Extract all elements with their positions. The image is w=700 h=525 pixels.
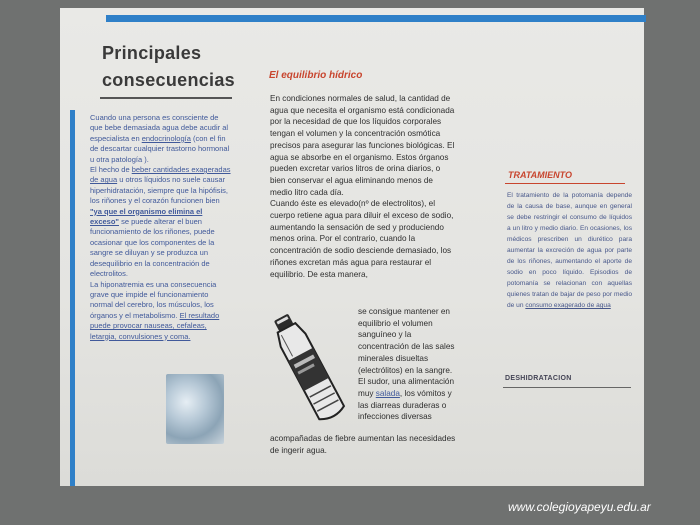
deshidratacion-underline	[503, 387, 631, 388]
middle-paragraph-1: En condiciones normales de salud, la cantidad de agua que necesita el organismo está condicionada por la necesidad de que los líquidos corporales tengan el volumen y la concentración osmótica precisos para asegurar las funciones biológicas. El agua se absorbe en el organismo. Estos órganos pueden excretar varios litros de orina diarios, o bien conservar el agua eliminando menos de medio litro cada día.	[270, 94, 455, 197]
page-title	[102, 40, 262, 94]
tratamiento-heading: TRATAMIENTO	[508, 170, 572, 180]
endocrinologia-link[interactable]: endocrinología	[141, 133, 191, 143]
deshidratacion-heading: DESHIDRATACION	[505, 375, 572, 382]
top-blue-bar	[106, 15, 646, 22]
resultado-link[interactable]: El resultado puede provocar nauseas, cefaleas, letargia, convulsiones y coma.	[90, 310, 220, 341]
tratamiento-underline	[505, 183, 625, 184]
left-p2-text-end: se puede alterar el buen funcionamiento de los riñones, puede ocasionar que los componentes de la sangre se diluyan y se produzca un desequilibrio en la concentración de electrolitos.	[90, 217, 215, 279]
salada-link[interactable]: salada	[375, 388, 400, 398]
left-p1-text: Cuando una persona es consciente de que bebe demasiada agua debe acudir al especialista en	[90, 113, 229, 143]
middle-p3-text: se consigue mantener en equilibrio el volumen sanguíneo y la concentración de las sales minerales disueltas (electrólitos) en la sangre. El sudor, una alimentación muy	[358, 307, 455, 398]
title-line-1: Principales	[102, 43, 202, 63]
middle-column-wrap-text	[358, 306, 458, 423]
cantidades-link[interactable]: beber cantidades exageradas de agua	[90, 165, 231, 185]
middle-column-final-text: acompañadas de fiebre aumentan las necesidades de ingerir agua.	[270, 434, 456, 455]
tratamiento-text: El tratamiento de la potomanía depende de la causa de base, aunque en general se debe restringir el consumo de líquidos a un litro y medio diario. En ocasiones, los médicos prescriben un diurético para aumentar la excreción de agua por parte de los riñones, aumentando el aporte de sodio en poco líquido. Episodios de potomanía se relacionan con aquellas quienes tratan de bajar de peso por medio de un	[507, 192, 632, 309]
middle-p3-text-end: , los vómitos y las diarreas duraderas o infecciones diversas	[358, 388, 452, 422]
left-paragraph-1	[90, 113, 232, 165]
title-line-2: consecuencias	[102, 70, 235, 90]
right-column-text	[507, 190, 632, 311]
equilibrio-heading: El equilibrio hídrico	[269, 70, 363, 81]
left-p2-text: El hecho de	[90, 165, 132, 175]
left-column-text	[90, 113, 232, 342]
bottle-illustration	[264, 306, 354, 430]
left-p3-text: La hiponatremia es una consecuencia grave que impide el funcionamiento normal del cerebro, los músculos, los órganos y el metabolismo.	[90, 279, 217, 320]
middle-column-text	[270, 93, 456, 280]
left-paragraph-3	[90, 280, 219, 341]
faded-illegible-block	[505, 428, 585, 460]
middle-paragraph-2: Cuando éste es elevado(nº de electrolitos), el cuerpo retiene agua para diluir el exceso de sodio, aumentando la sensación de sed y produciendo menos orina. Por el contrario, cuando la concentración de sodio desciende demasiado, los riñones excretan más agua para restaurar el equilibrio. De esta manera,	[270, 199, 454, 279]
consumo-link[interactable]: consumo exagerado de agua	[525, 302, 611, 309]
left-paragraph-2	[90, 165, 232, 279]
left-p2-text-mid: u otros líquidos no suele causar hiperhidratación, siempre que la hipófisis, los riñones y el corazón funcionen bien	[90, 175, 228, 206]
quoted-phrase: "ya que el organismo elimina el exceso"	[90, 206, 203, 227]
site-watermark: www.colegioyapeyu.edu.ar	[508, 500, 651, 514]
left-blue-strip	[70, 110, 75, 486]
left-p1-text-end: (con el fin de descartar cualquier trastorno hormonal u otra patología ).	[90, 133, 230, 164]
title-underline	[100, 97, 232, 99]
water-photo	[166, 374, 224, 444]
